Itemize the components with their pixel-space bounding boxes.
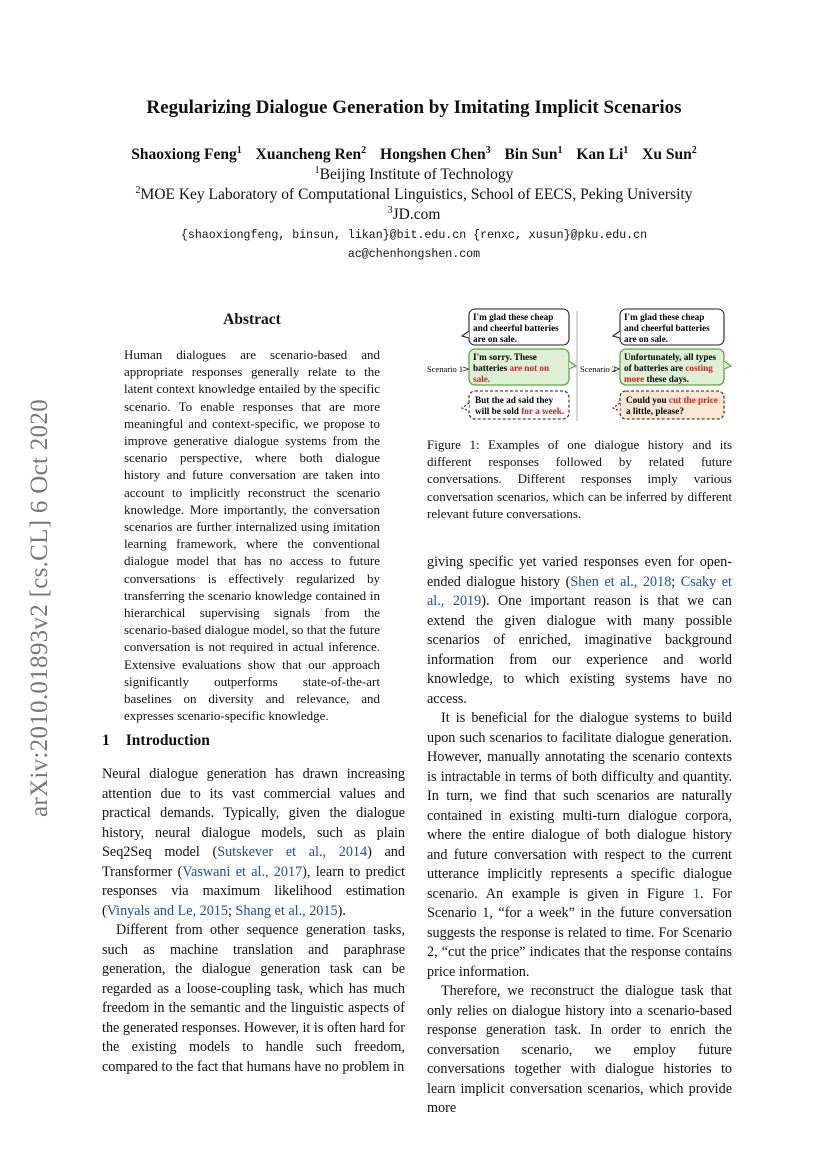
history-line: and cheerful batteries	[473, 323, 559, 333]
response-line: Unfortunately, all types	[624, 352, 717, 362]
author: Bin Sun$^1$	[504, 145, 563, 164]
abstract-heading: Abstract	[223, 311, 281, 328]
paragraph: Different from other sequence generation tasks, such as machine translation and paraphrase generation, the dialogue generation task can be regarded as a loose-coupling task, which has much freedom in the semantic and the linguistic aspects of the generated responses. However, it is often hard for the existing models to handle such freedom, compared to the fact that humans have no problem in	[102, 922, 405, 1075]
citation-link[interactable]: Shang et al., 2015	[235, 902, 338, 919]
right-column-body	[427, 553, 732, 1119]
paper-title: Regularizing Dialogue Generation by Imitating Implicit Scenarios	[146, 97, 682, 118]
author: Hongshen Chen$^3$	[380, 145, 491, 164]
affiliation: $^1$Beijing Institute of Technology	[314, 165, 514, 184]
response-line: of batteries are costing	[624, 363, 713, 373]
paragraph: It is beneficial for the dialogue systems to build upon such scenarios to facilitate dialogue generation. However, manually annotating the scenario contexts is intractable in terms of both difficulty and quantity. In turn, we find that such scenarios are naturally contained in existing multi-turn dialogue corpora, where the entire dialogue of both dialogue history and future conversation with respect to the current utterance implicitly represents a specific dialogue scenario. An example is given in Figure 1. For Scenario 1, “for a week” in the future conversation suggests the response is related to time. For Scenario 2, “cut the price” indicates that the response contains price information.	[427, 710, 732, 980]
email-line: ac@chenhongshen.com	[347, 248, 481, 261]
citation-link[interactable]: Vinyals and Le, 2015	[106, 902, 229, 919]
section-heading: 1 Introduction	[102, 732, 210, 749]
figure-ref-link[interactable]: 1	[692, 885, 700, 902]
citation-link[interactable]: Shen et al., 2018	[570, 573, 672, 590]
response-line: batteries are not on	[473, 363, 550, 373]
response-line: I'm sorry. These	[473, 352, 537, 362]
abstract-text: Human dialogues are scenario-based and appropriate responses generally relate to the latent context knowledge entailed by the specific scenario. To enable responses that are more meaningful and context-specific, we propose to improve generative dialogue systems from the scenario perspective, where both dialogue history and future conversation are taken into account to implicitly reconstruct the scenario knowledge. More importantly, the conversation scenarios are further internalized using imitation learning framework, where the conventional dialogue model that has no access to future conversations is effectively regularized by transferring the scenario knowledge contained in hierarchical supervising signals from the scenario-based dialogue model, so that the future conversation is not required in actual inference. Extensive evaluations show that our approach significantly outperforms state-of-the-art baselines on diversity and relevance, and expresses scenario-specific knowledge.	[124, 347, 380, 724]
history-line: I'm glad these cheap	[473, 312, 554, 322]
paragraph: Neural dialogue generation has drawn increasing attention due to its vast commercial values and practical demands. Typically, given the dialogue history, neural dialogue models, such as plain Seq2Seq model (Sutskever et al., 2014) and Transformer (Vaswani et al., 2017), learn to predict responses via maximum likelihood estimation (Vinyals and Le, 2015; Shang et al., 2015).	[102, 766, 405, 919]
response-line: sale.	[473, 374, 491, 384]
history-line: and cheerful batteries	[624, 323, 710, 333]
bubble-tail	[462, 331, 469, 338]
author: Xu Sun$^2$	[642, 145, 697, 164]
author: Kan Li$^1$	[576, 145, 629, 164]
future-line: will be sold for a week.	[475, 406, 565, 416]
affiliation: $^2$MOE Key Laboratory of Computational Linguistics, School of EECS, Peking University	[135, 185, 693, 204]
history-line: are on sale.	[473, 334, 517, 344]
future-line: Could you cut the price	[626, 395, 718, 405]
arxiv-sidebar-stamp	[20, 376, 60, 840]
citation-link[interactable]: Sutskever et al., 2014	[217, 844, 368, 860]
future-line: But the ad said they	[475, 395, 554, 405]
author-list	[0, 145, 828, 164]
email-line: {shaoxiongfeng, binsun, likan}@bit.edu.cn {renxc, xusun}@pku.edu.cn	[180, 229, 648, 242]
arxiv-id: arXiv:2010.01893v2 [cs.CL] 6 Oct 2020	[26, 399, 53, 817]
left-column-body	[102, 765, 405, 1077]
citation-link[interactable]: Vaswani et al., 2017	[182, 863, 303, 880]
future-line: a little, please?	[626, 406, 684, 416]
paragraph: Therefore, we reconstruct the dialogue task that only relies on dialogue history into a scenario-based response generation task. In order to enrich the conversation scenario, we employ future conversations together with dialogue histories to learn implicit conversation scenarios, which provide more	[427, 983, 732, 1116]
figure-1-caption: Figure 1: Examples of one dialogue history and its different responses followed by related future conversations. Different responses imply various conversation scenarios, which can be inferred by different relevant future conversations.	[427, 437, 732, 521]
response-line: more these days.	[624, 374, 689, 384]
history-line: I'm glad these cheap	[624, 312, 705, 322]
scenario-1-panel	[427, 309, 576, 419]
scenario-2-panel	[580, 309, 731, 419]
history-line: are on sale.	[624, 334, 668, 344]
paragraph: giving specific yet varied responses even for open-ended dialogue history (Shen et al., 2018; Csaky et al., 2019). One important reason is that we can extend the given dialogue with many possible scenarios of enriched, imaginative background information from our experience and world knowledge, to which existing systems have no access.	[427, 554, 732, 707]
figure-1-diagram	[425, 305, 735, 425]
author: Xuancheng Ren$^2$	[255, 145, 367, 164]
citation-link[interactable]: Csaky et al., 2019	[427, 573, 732, 609]
affiliation: $^3$JD.com	[387, 205, 441, 224]
scenario-2-label: Scenario 2	[580, 364, 617, 374]
author: Shaoxiong Feng$^1$	[131, 145, 242, 164]
scenario-1-label: Scenario 1	[427, 364, 464, 374]
